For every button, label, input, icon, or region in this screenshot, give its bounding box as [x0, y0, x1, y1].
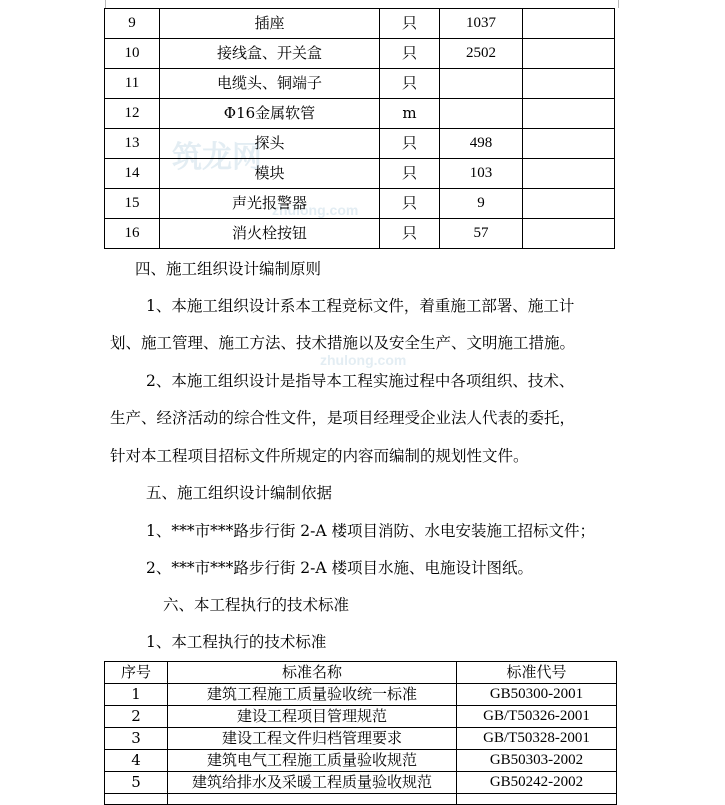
item-unit: 只 — [380, 159, 440, 189]
item-unit: 只 — [380, 189, 440, 219]
item-qty: 103 — [440, 159, 523, 189]
item-no: 13 — [105, 129, 160, 159]
standard-no: 1 — [105, 684, 168, 706]
partial-cell — [168, 794, 457, 805]
standard-name: 建筑给排水及采暖工程质量验收规范 — [168, 772, 457, 794]
section-4-para-2-line-1: 2、本施工组织设计是指导本工程实施过程中各项组织、技术、 — [146, 372, 575, 390]
item-note — [523, 39, 615, 69]
standard-code: GB50300-2001 — [457, 684, 617, 706]
item-name: 接线盒、开关盒 — [160, 39, 380, 69]
table-row — [105, 69, 615, 99]
table-row — [105, 750, 617, 772]
item-unit: 只 — [380, 39, 440, 69]
section-6-subheading: 1、本工程执行的技术标准 — [146, 633, 327, 651]
partial-cell — [457, 794, 617, 805]
item-note — [523, 129, 615, 159]
item-name: 电缆头、铜端子 — [160, 69, 380, 99]
section-4-heading: 四、施工组织设计编制原则 — [135, 260, 322, 278]
table-row — [105, 189, 615, 219]
item-no: 15 — [105, 189, 160, 219]
standard-code: GB50242-2002 — [457, 772, 617, 794]
item-name: Φ16金属软管 — [160, 99, 380, 129]
standard-name: 建设工程项目管理规范 — [168, 706, 457, 728]
item-note — [523, 189, 615, 219]
header-code: 标准代号 — [457, 662, 617, 684]
standard-code: GB50303-2002 — [457, 750, 617, 772]
header-name: 标准名称 — [168, 662, 457, 684]
section-4-para-1-line-2: 划、施工管理、施工方法、技术措施以及安全生产、文明施工措施。 — [110, 334, 576, 352]
table-row — [105, 129, 615, 159]
crop-mark-left — [95, 0, 106, 8]
item-unit: 只 — [380, 219, 440, 249]
watermark-url: zhulong.com — [272, 202, 359, 218]
item-no: 16 — [105, 219, 160, 249]
standards-header-row — [105, 662, 617, 684]
table-row — [105, 159, 615, 189]
table-row — [105, 39, 615, 69]
table-row — [105, 706, 617, 728]
table-row — [105, 219, 615, 249]
standards-table — [104, 661, 617, 805]
item-note — [523, 69, 615, 99]
item-no: 14 — [105, 159, 160, 189]
standard-no: 3 — [105, 728, 168, 750]
item-name: 消火栓按钮 — [160, 219, 380, 249]
item-name: 探头 — [160, 129, 380, 159]
item-unit: 只 — [380, 69, 440, 99]
section-5-item-2: 2、***市***路步行街 2-A 楼项目水施、电施设计图纸。 — [146, 559, 534, 577]
crop-mark-right — [618, 0, 629, 8]
standard-code: GB/T50326-2001 — [457, 706, 617, 728]
item-unit: 只 — [380, 9, 440, 39]
item-qty — [440, 69, 523, 99]
partial-cell — [105, 794, 168, 805]
section-4-para-2-line-2: 生产、经济活动的综合性文件，是项目经理受企业法人代表的委托， — [110, 409, 576, 427]
item-name: 模块 — [160, 159, 380, 189]
item-qty: 9 — [440, 189, 523, 219]
standard-name: 建筑电气工程施工质量验收规范 — [168, 750, 457, 772]
standard-no: 5 — [105, 772, 168, 794]
section-6-heading: 六、本工程执行的技术标准 — [163, 596, 350, 614]
table-row — [105, 99, 615, 129]
item-unit: 只 — [380, 129, 440, 159]
item-no: 11 — [105, 69, 160, 99]
standard-code: GB/T50328-2001 — [457, 728, 617, 750]
section-5-item-1: 1、***市***路步行街 2-A 楼项目消防、水电安装施工招标文件； — [146, 522, 596, 540]
item-unit: m — [380, 99, 440, 129]
item-qty: 57 — [440, 219, 523, 249]
standard-name: 建筑工程施工质量验收统一标准 — [168, 684, 457, 706]
table-row — [105, 684, 617, 706]
item-no: 10 — [105, 39, 160, 69]
item-no: 9 — [105, 9, 160, 39]
item-qty: 2502 — [440, 39, 523, 69]
table-row-partial — [105, 794, 617, 805]
standard-name: 建设工程文件归档管理要求 — [168, 728, 457, 750]
item-qty: 498 — [440, 129, 523, 159]
section-4-para-2-line-3: 针对本工程项目招标文件所规定的内容而编制的规划性文件。 — [110, 447, 529, 465]
item-qty: 1037 — [440, 9, 523, 39]
item-note — [523, 99, 615, 129]
section-4-para-1-line-1: 1、本施工组织设计系本工程竞标文件，着重施工部署、施工计 — [146, 297, 575, 315]
standard-no: 4 — [105, 750, 168, 772]
table-row — [105, 728, 617, 750]
item-name: 插座 — [160, 9, 380, 39]
table-row — [105, 772, 617, 794]
watermark-url-2: zhulong.com — [320, 352, 407, 368]
item-name: 声光报警器 — [160, 189, 380, 219]
watermark-logo: 筑龙网 — [172, 141, 262, 174]
header-no: 序号 — [105, 662, 168, 684]
item-note — [523, 159, 615, 189]
standard-no: 2 — [105, 706, 168, 728]
item-note — [523, 9, 615, 39]
item-qty — [440, 99, 523, 129]
item-note — [523, 219, 615, 249]
page-top-edge — [0, 0, 725, 8]
materials-table — [104, 8, 615, 249]
section-5-heading: 五、施工组织设计编制依据 — [146, 484, 333, 502]
table-row — [105, 9, 615, 39]
item-no: 12 — [105, 99, 160, 129]
